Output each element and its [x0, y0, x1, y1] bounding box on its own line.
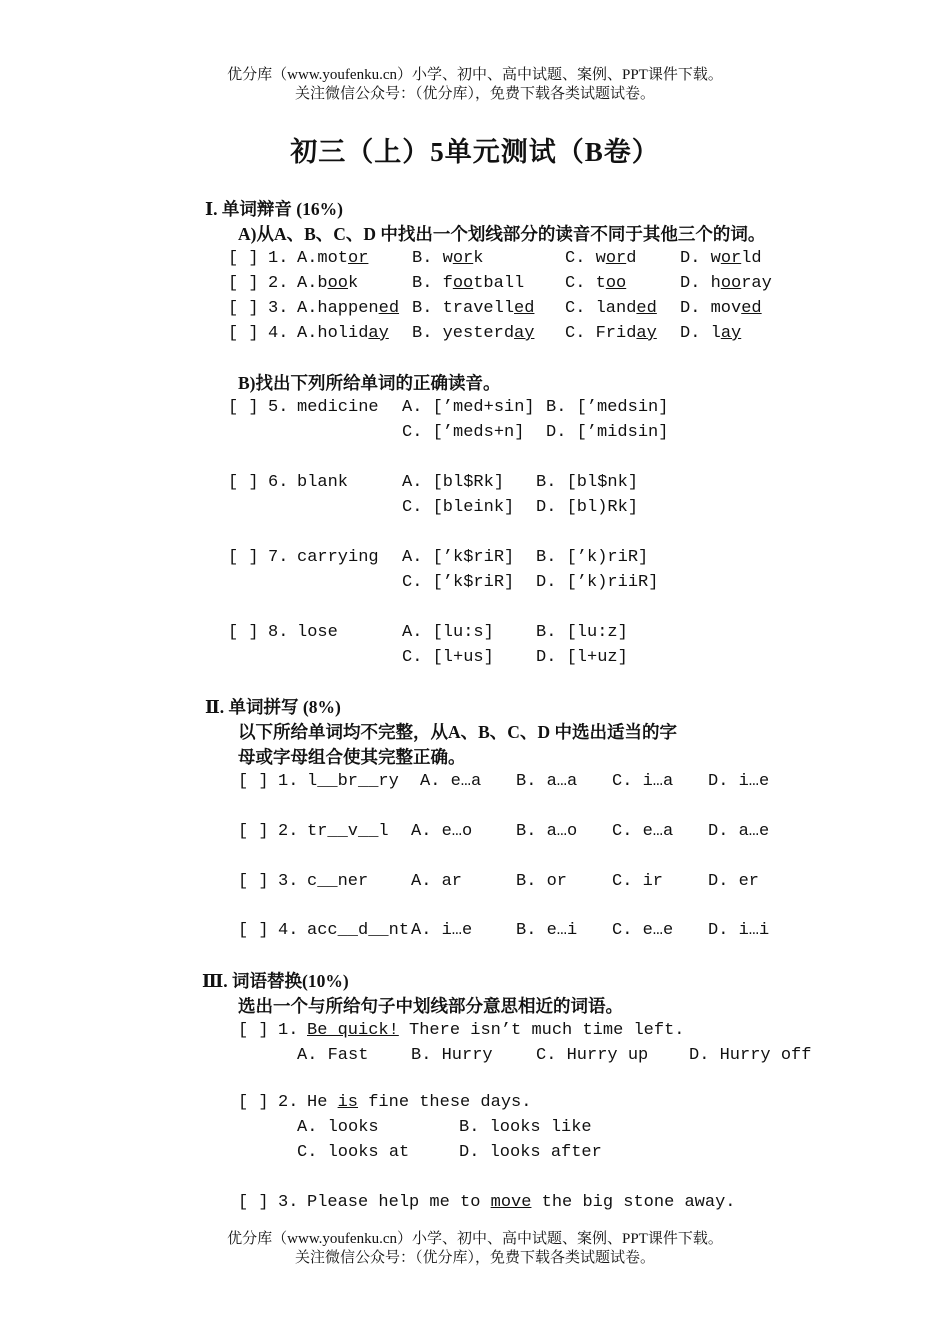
option-c: C. e…e	[612, 921, 674, 940]
question-number: 1.	[278, 772, 299, 791]
answer-bracket[interactable]: [ ]	[238, 1021, 269, 1040]
answer-bracket[interactable]: [ ]	[228, 473, 259, 492]
question-word: medicine	[297, 398, 379, 417]
section-1-part-b: B)找出下列所给单词的正确读音。	[238, 373, 501, 393]
option-b: B. looks like	[459, 1118, 592, 1137]
answer-bracket[interactable]: [ ]	[238, 921, 269, 940]
question-number: 2.	[278, 822, 299, 841]
option-b: B. Hurry	[411, 1046, 493, 1065]
answer-bracket[interactable]: [ ]	[228, 548, 259, 567]
question-number: 4.	[268, 324, 289, 343]
option-b: B. [lu:z]	[536, 623, 628, 642]
answer-bracket[interactable]: [ ]	[228, 398, 259, 417]
option-d: D. world	[680, 249, 762, 268]
footer-line-2: 关注微信公众号：（优分库），免费下载各类试题试卷。	[294, 1250, 655, 1266]
option-b: B. a…a	[516, 772, 578, 791]
option-c: C. [’meds+n]	[402, 423, 525, 442]
answer-bracket[interactable]: [ ]	[238, 1093, 269, 1112]
question-word: c__ner	[307, 872, 369, 891]
option-d: D. Hurry off	[689, 1046, 812, 1065]
answer-bracket[interactable]: [ ]	[238, 772, 269, 791]
option-b: B. [bl$nk]	[536, 473, 639, 492]
question-number: 2.	[268, 274, 289, 293]
section-2-intro-line-1: 以下所给单词均不完整，从A、B、C、D 中选出适当的字	[238, 722, 677, 742]
page-title: 初三（上）5单元测试（B卷）	[290, 137, 660, 167]
section-2-intro-line-2: 母或字母组合使其完整正确。	[238, 747, 466, 767]
section-3-heading: Ⅲ. 词语替换(10%)	[202, 971, 349, 991]
question-sentence: Be quick! There isn’t much time left.	[307, 1021, 685, 1040]
option-c: C. ir	[612, 872, 664, 891]
option-c: C. [’k$riR]	[402, 573, 515, 592]
option-a: A. looks	[297, 1118, 379, 1137]
section-2-heading: Ⅱ. 单词拼写 (8%)	[205, 697, 341, 717]
footer-line-1: 优分库（www.youfenku.cn）小学、初中、高中试题、案例、PPT课件下载。	[227, 1231, 723, 1247]
option-b: B. or	[516, 872, 568, 891]
question-number: 4.	[278, 921, 299, 940]
option-c: C. e…a	[612, 822, 674, 841]
answer-bracket[interactable]: [ ]	[228, 324, 259, 343]
answer-bracket[interactable]: [ ]	[238, 872, 269, 891]
option-d: D. [’k)riiR]	[536, 573, 659, 592]
header-line-2: 关注微信公众号：（优分库），免费下载各类试题试卷。	[294, 86, 655, 102]
option-a: A. [’k$riR]	[402, 548, 515, 567]
option-c: C. [l+us]	[402, 648, 494, 667]
option-a: A. ar	[411, 872, 463, 891]
option-d: D. er	[708, 872, 760, 891]
question-word: l__br__ry	[307, 772, 399, 791]
answer-bracket[interactable]: [ ]	[228, 249, 259, 268]
option-a: A.motor	[297, 249, 369, 268]
option-d: D. [l+uz]	[536, 648, 628, 667]
question-number: 6.	[268, 473, 289, 492]
option-c: C. Hurry up	[536, 1046, 649, 1065]
question-sentence: Please help me to move the big stone away.	[307, 1193, 736, 1212]
option-a: A. [lu:s]	[402, 623, 494, 642]
section-1-heading: Ⅰ. 单词辩音 (16%)	[205, 199, 343, 219]
option-d: D. hooray	[680, 274, 772, 293]
question-number: 5.	[268, 398, 289, 417]
option-a: A.holiday	[297, 324, 389, 343]
option-c: C. word	[565, 249, 637, 268]
option-c: C. looks at	[297, 1143, 410, 1162]
option-c: C. i…a	[612, 772, 674, 791]
option-d: D. [bl)Rk]	[536, 498, 639, 517]
option-a: A. e…a	[420, 772, 482, 791]
option-d: D. i…e	[708, 772, 770, 791]
option-a: A. [bl$Rk]	[402, 473, 505, 492]
option-d: D. a…e	[708, 822, 770, 841]
option-b: B. work	[412, 249, 484, 268]
option-a: A. i…e	[411, 921, 473, 940]
header-line-1: 优分库（www.youfenku.cn）小学、初中、高中试题、案例、PPT课件下载。	[227, 67, 723, 83]
section-1-part-a: A)从A、B、C、D 中找出一个划线部分的读音不同于其他三个的词。	[238, 224, 766, 244]
option-d: D. looks after	[459, 1143, 602, 1162]
question-number: 1.	[278, 1021, 299, 1040]
section-3-intro: 选出一个与所给句子中划线部分意思相近的词语。	[238, 996, 623, 1016]
option-d: D. lay	[680, 324, 742, 343]
answer-bracket[interactable]: [ ]	[228, 623, 259, 642]
answer-bracket[interactable]: [ ]	[228, 274, 259, 293]
option-b: B. [’medsin]	[546, 398, 669, 417]
question-word: acc__d__nt	[307, 921, 410, 940]
question-word: lose	[297, 623, 338, 642]
option-c: C. Friday	[565, 324, 657, 343]
option-c: C. landed	[565, 299, 657, 318]
option-c: C. [bleink]	[402, 498, 515, 517]
option-a: A.happened	[297, 299, 400, 318]
option-d: D. [’midsin]	[546, 423, 669, 442]
question-word: blank	[297, 473, 349, 492]
question-number: 2.	[278, 1093, 299, 1112]
question-number: 3.	[278, 1193, 299, 1212]
option-a: A. [’med+sin]	[402, 398, 535, 417]
option-d: D. moved	[680, 299, 762, 318]
option-b: B. travelled	[412, 299, 535, 318]
question-number: 3.	[278, 872, 299, 891]
answer-bracket[interactable]: [ ]	[238, 1193, 269, 1212]
option-a: A. e…o	[411, 822, 473, 841]
option-b: B. [’k)riR]	[536, 548, 649, 567]
option-d: D. i…i	[708, 921, 770, 940]
question-number: 7.	[268, 548, 289, 567]
option-b: B. a…o	[516, 822, 578, 841]
answer-bracket[interactable]: [ ]	[228, 299, 259, 318]
option-b: B. football	[412, 274, 525, 293]
question-word: tr__v__l	[307, 822, 389, 841]
question-number: 3.	[268, 299, 289, 318]
answer-bracket[interactable]: [ ]	[238, 822, 269, 841]
option-a: A. Fast	[297, 1046, 369, 1065]
question-sentence: He is fine these days.	[307, 1093, 532, 1112]
option-a: A.book	[297, 274, 359, 293]
option-c: C. too	[565, 274, 627, 293]
option-b: B. e…i	[516, 921, 578, 940]
question-word: carrying	[297, 548, 379, 567]
question-number: 8.	[268, 623, 289, 642]
option-b: B. yesterday	[412, 324, 535, 343]
question-number: 1.	[268, 249, 289, 268]
